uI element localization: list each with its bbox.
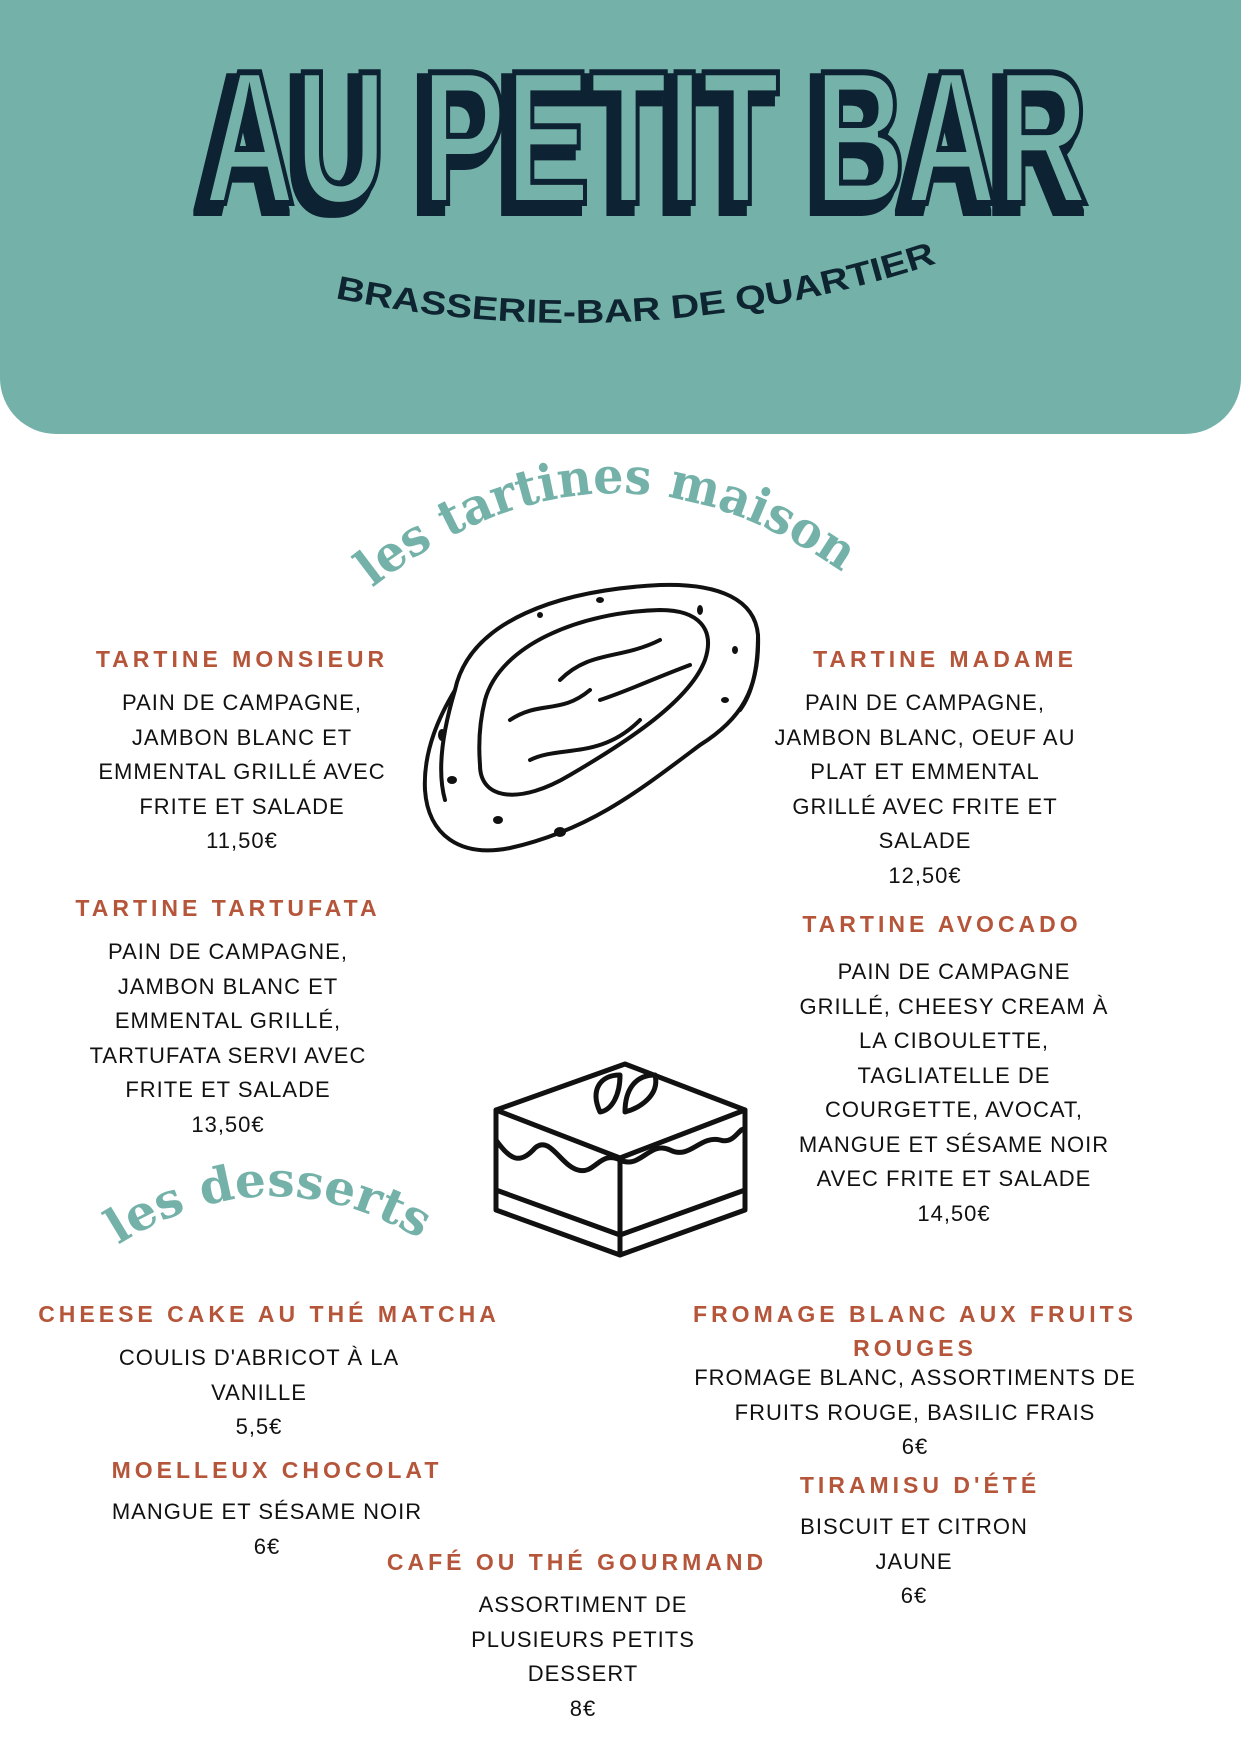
menu-item-cafe-gourmand: [317, 1545, 837, 1726]
item-name: MOELLEUX CHOCOLAT: [111, 1457, 443, 1483]
item-name: TIRAMISU D'ÉTÉ: [799, 1472, 1041, 1498]
item-description: BISCUIT ET CITRON JAUNE 6€: [654, 1510, 1174, 1614]
item-description: FROMAGE BLANC, ASSORTIMENTS DE FRUITS ROUGE, BASILIC FRAIS 6€: [655, 1361, 1175, 1465]
item-name: TARTINE AVOCADO: [802, 911, 1082, 937]
menu-item-fromage-blanc: [655, 1297, 1175, 1465]
item-price: 13,50€: [191, 1111, 265, 1137]
item-description: MANGUE ET SÉSAME NOIR 6€: [7, 1495, 527, 1564]
menu-item-tartine-tartufata: [0, 891, 488, 1142]
item-description: PAIN DE CAMPAGNE, JAMBON BLANC ET EMMENTAL GRILLÉ AVEC FRITE ET SALADE 11,50€: [0, 686, 502, 859]
menu-item-tartine-monsieur: [0, 642, 502, 859]
item-name: TARTINE MADAME: [813, 646, 1077, 672]
item-name: CHEESE CAKE AU THÉ MATCHA: [38, 1301, 500, 1327]
item-description: COULIS D'ABRICOT À LA VANILLE 5,5€: [0, 1341, 519, 1445]
item-name: FROMAGE BLANC AUX FRUITS ROUGES: [693, 1301, 1137, 1361]
item-price: 5,5€: [235, 1414, 283, 1439]
item-name: CAFÉ OU THÉ GOURMAND: [386, 1549, 768, 1575]
subtitle: [334, 235, 939, 331]
item-description: PAIN DE CAMPAGNE GRILLÉ, CHEESY CREAM À LA CIBOULETTE, TAGLIATELLE DE COURGETTE, AVOCAT, MANGUE ET SÉSAME NOIR AVEC FRITE ET SALADE 14,50€: [694, 955, 1214, 1231]
item-price: 11,50€: [206, 828, 278, 853]
section-title-desserts: [95, 1152, 441, 1255]
item-description: PAIN DE CAMPAGNE, JAMBON BLANC ET EMMENTAL GRILLÉ, TARTUFATA SERVI AVEC FRITE ET SALADE 13,50€: [0, 935, 488, 1142]
page-title: AU PETIT BAR: [204, 32, 1088, 244]
item-description: PAIN DE CAMPAGNE, JAMBON BLANC, OEUF AU PLAT ET EMMENTAL GRILLÉ AVEC FRITE ET SALADE 12,50€: [665, 686, 1185, 893]
item-price: 8€: [569, 1695, 597, 1721]
desserts-title-text: les desserts: [95, 1151, 441, 1256]
item-price: 6€: [900, 1583, 928, 1608]
item-price: 12,50€: [888, 862, 962, 888]
item-description: ASSORTIMENT DE PLUSIEURS PETITS DESSERT 8€: [323, 1588, 843, 1726]
menu-item-tartine-avocado: [682, 907, 1202, 1231]
section-title-tartines: [344, 446, 868, 597]
tartines-title-text: les tartines maison: [343, 445, 870, 598]
item-name: TARTINE TARTUFATA: [75, 895, 381, 921]
item-name: TARTINE MONSIEUR: [95, 646, 389, 672]
item-price: 6€: [253, 1533, 281, 1559]
menu-item-tartine-madame: [685, 642, 1205, 893]
item-price: 14,50€: [917, 1200, 991, 1226]
item-price: 6€: [901, 1434, 929, 1459]
menu-item-cheese-cake: [9, 1297, 529, 1445]
subtitle-text: BRASSERIE-BAR DE QUARTIER: [333, 235, 935, 331]
